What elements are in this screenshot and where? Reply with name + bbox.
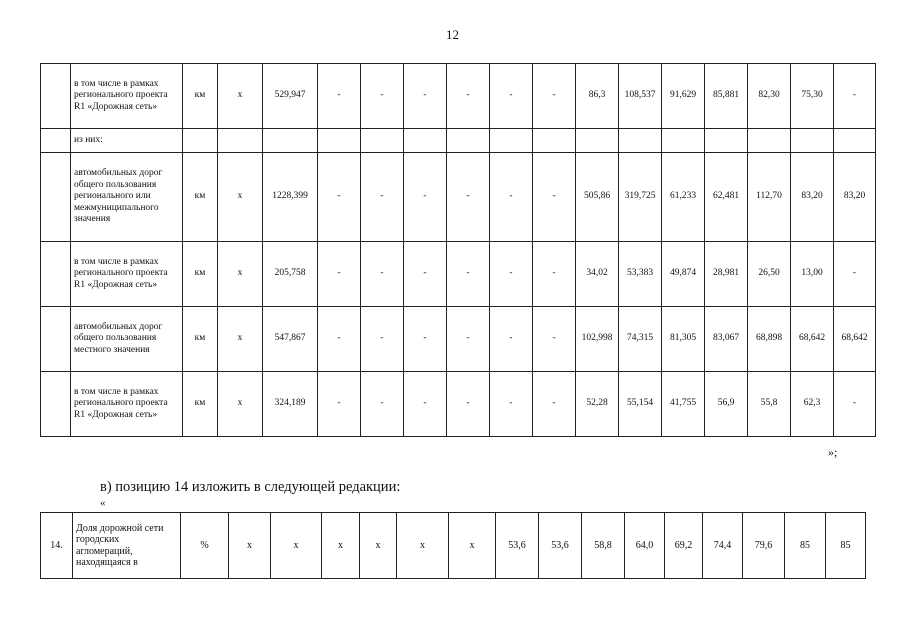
unit-cell: км [183,64,218,129]
year-value-cell: - [490,242,533,307]
year-value-cell: 74,315 [619,307,662,372]
year-value-cell: 85,881 [705,64,748,129]
indicator-name-cell: автомобильных дорог общего пользования местного значения [71,307,183,372]
table-row [41,129,876,153]
year-value-cell [619,129,662,153]
year-value-cell: х [322,513,360,579]
total-value-cell: 1228,399 [263,153,318,242]
table-row [41,513,866,579]
year-value-cell: 49,874 [662,242,705,307]
year-value-cell: 74,4 [703,513,743,579]
year-value-cell: х [449,513,496,579]
position-14-table [40,512,866,579]
unit-cell: км [183,242,218,307]
year-value-cell [361,129,404,153]
year-value-cell: - [318,64,361,129]
total-value-cell: 547,867 [263,307,318,372]
year-value-cell: - [404,372,447,437]
year-value-cell: 108,537 [619,64,662,129]
year-value-cell: 83,20 [834,153,876,242]
base-value-cell: х [218,242,263,307]
year-value-cell: 91,629 [662,64,705,129]
year-value-cell: 34,02 [576,242,619,307]
year-value-cell [576,129,619,153]
indicator-name-cell: в том числе в рамках регионального проекта R1 «Дорожная сеть» [71,242,183,307]
year-value-cell: - [447,372,490,437]
year-value-cell: 81,305 [662,307,705,372]
year-value-cell: - [361,242,404,307]
year-value-cell: 75,30 [791,64,834,129]
year-value-cell: 112,70 [748,153,791,242]
row-number-cell [41,64,71,129]
year-value-cell [318,129,361,153]
year-value-cell [533,129,576,153]
year-value-cell: 62,3 [791,372,834,437]
year-value-cell: 41,755 [662,372,705,437]
year-value-cell: 28,981 [705,242,748,307]
year-value-cell: 53,383 [619,242,662,307]
indicator-name-cell: Доля дорожной сети городских агломераций, находящаяся в [73,513,181,579]
year-value-cell: - [361,64,404,129]
year-value-cell: - [318,307,361,372]
year-value-cell: - [361,372,404,437]
row-number-cell [41,242,71,307]
unit-cell: км [183,153,218,242]
year-value-cell: 13,00 [791,242,834,307]
year-value-cell: - [318,242,361,307]
year-value-cell: 505,86 [576,153,619,242]
base-value-cell [218,129,263,153]
row-number-cell: 14. [41,513,73,579]
year-value-cell: - [490,153,533,242]
year-value-cell: х [360,513,397,579]
year-value-cell: 83,067 [705,307,748,372]
year-value-cell: - [447,242,490,307]
year-value-cell: 86,3 [576,64,619,129]
year-value-cell: - [361,153,404,242]
row-number-cell [41,372,71,437]
year-value-cell: - [404,64,447,129]
year-value-cell: 319,725 [619,153,662,242]
table-row [41,372,876,437]
year-value-cell: - [447,64,490,129]
year-value-cell: - [834,242,876,307]
page-number: 12 [446,27,459,42]
row-number-cell [41,307,71,372]
base-value-cell: х [218,64,263,129]
base-value-cell: х [218,153,263,242]
year-value-cell: 58,8 [582,513,625,579]
year-value-cell: - [318,153,361,242]
base-value-cell: х [218,372,263,437]
year-value-cell: х [271,513,322,579]
year-value-cell [404,129,447,153]
year-value-cell: - [490,64,533,129]
row-number-cell [41,153,71,242]
unit-cell [183,129,218,153]
year-value-cell: - [533,372,576,437]
year-value-cell: 82,30 [748,64,791,129]
year-value-cell: 62,481 [705,153,748,242]
closing-quote: »; [828,445,838,459]
unit-cell: км [183,307,218,372]
total-value-cell [263,129,318,153]
year-value-cell: 64,0 [625,513,665,579]
year-value-cell: 68,642 [791,307,834,372]
indicator-name-cell: в том числе в рамках регионального проекта R1 «Дорожная сеть» [71,64,183,129]
year-value-cell: 83,20 [791,153,834,242]
year-value-cell: - [533,307,576,372]
indicators-table [40,63,876,437]
indicator-name-cell: автомобильных дорог общего пользования регионального или межмуниципального значения [71,153,183,242]
year-value-cell: - [404,242,447,307]
year-value-cell: 79,6 [743,513,785,579]
table-row [41,307,876,372]
year-value-cell: х [229,513,271,579]
year-value-cell: - [490,372,533,437]
year-value-cell: 68,642 [834,307,876,372]
year-value-cell [447,129,490,153]
year-value-cell: 55,8 [748,372,791,437]
year-value-cell [662,129,705,153]
year-value-cell: - [834,64,876,129]
instruction-text: в) позицию 14 изложить в следующей редакции: [100,479,401,495]
year-value-cell: - [834,372,876,437]
year-value-cell: 85 [785,513,826,579]
year-value-cell: х [397,513,449,579]
opening-quote: « [100,497,106,509]
unit-cell: % [181,513,229,579]
row-number-cell [41,129,71,153]
year-value-cell: 26,50 [748,242,791,307]
indicator-name-cell: из них: [71,129,183,153]
table-row [41,64,876,129]
year-value-cell: - [533,153,576,242]
year-value-cell: - [533,64,576,129]
table-row [41,242,876,307]
year-value-cell [834,129,876,153]
year-value-cell: - [490,307,533,372]
table-row [41,153,876,242]
year-value-cell [748,129,791,153]
year-value-cell: 53,6 [539,513,582,579]
total-value-cell: 205,758 [263,242,318,307]
year-value-cell: - [361,307,404,372]
year-value-cell: - [447,153,490,242]
year-value-cell: 56,9 [705,372,748,437]
year-value-cell: 55,154 [619,372,662,437]
year-value-cell: 85 [826,513,866,579]
base-value-cell: х [218,307,263,372]
indicator-name-cell: в том числе в рамках регионального проекта R1 «Дорожная сеть» [71,372,183,437]
year-value-cell: 52,28 [576,372,619,437]
year-value-cell: - [404,153,447,242]
year-value-cell [705,129,748,153]
total-value-cell: 324,189 [263,372,318,437]
year-value-cell [791,129,834,153]
year-value-cell [490,129,533,153]
total-value-cell: 529,947 [263,64,318,129]
year-value-cell: - [404,307,447,372]
year-value-cell: 53,6 [496,513,539,579]
year-value-cell: - [533,242,576,307]
year-value-cell: - [318,372,361,437]
year-value-cell: - [447,307,490,372]
year-value-cell: 102,998 [576,307,619,372]
unit-cell: км [183,372,218,437]
year-value-cell: 69,2 [665,513,703,579]
year-value-cell: 68,898 [748,307,791,372]
year-value-cell: 61,233 [662,153,705,242]
